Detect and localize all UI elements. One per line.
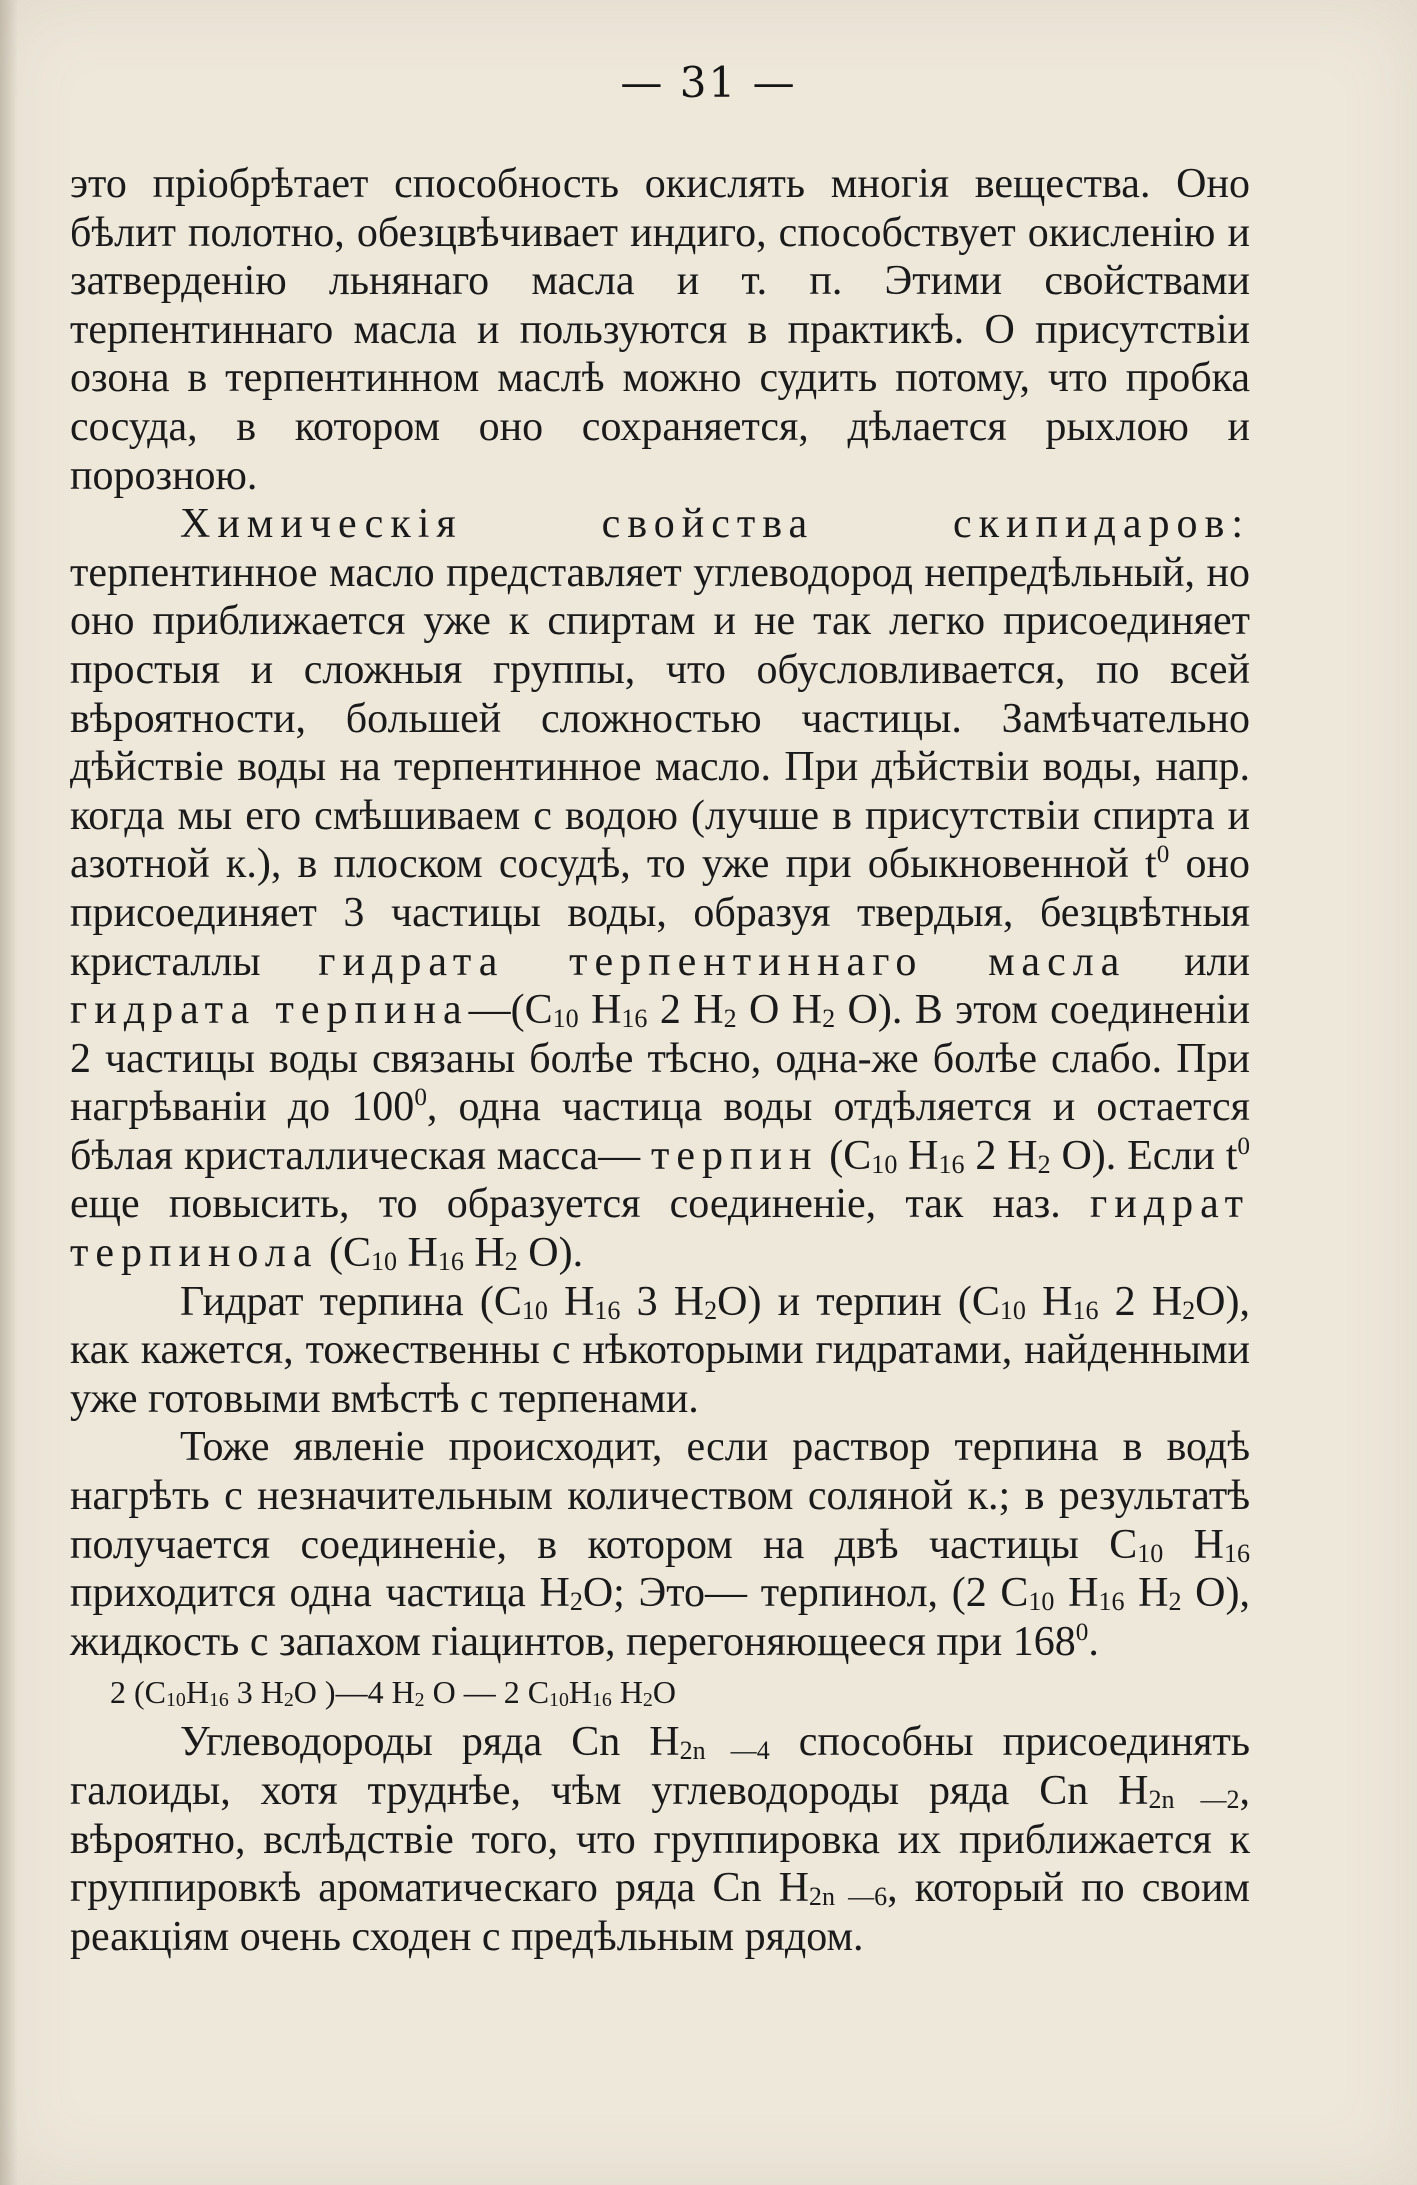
page-number: — 31 — <box>620 58 797 107</box>
text-run: O) и терпин (C <box>717 1278 1000 1325</box>
text-run: 2 H <box>964 1132 1038 1179</box>
subscript: 16 <box>621 1003 648 1033</box>
superscript: 0 <box>414 1084 427 1112</box>
text-run: H <box>397 1230 438 1277</box>
subscript: 2 <box>414 1689 425 1712</box>
subscript: 10 <box>1137 1538 1164 1568</box>
text-run: 2 H <box>1098 1278 1183 1325</box>
subscript: 10 <box>1028 1587 1055 1617</box>
text-run: H <box>547 1278 595 1325</box>
subscript: 16 <box>1072 1295 1099 1325</box>
text-run: 2 H <box>647 987 724 1034</box>
text-run: O), как кажется, тожественны с нѣкоторыми гидратами, найденными уже готовыми вмѣстѣ с терпенами. <box>70 1278 1250 1422</box>
paragraph-1: это пріобрѣтает способность окислять многія вещества. Оно бѣлит полотно, обезцвѣчивает индиго, способствует окисленію и затверденію льнянаго масла и т. п. Этими свойствами терпентиннаго масла и пользуются в практикѣ. О присутствіи озона в терпентинном маслѣ можно судить потому, что пробка сосуда, в котором оно сохраняется, дѣлается рыхлою и порозною. <box>70 161 1250 499</box>
spaced-term: гидрата терпина <box>70 987 469 1034</box>
subscript: 2 <box>504 1246 518 1276</box>
paragraph-2 <box>70 500 1250 1278</box>
text-run: H <box>568 1674 592 1711</box>
text-run: H <box>611 1674 643 1711</box>
paragraph-4 <box>70 1423 1250 1666</box>
text-run: (C <box>818 1132 872 1179</box>
text-run: O H <box>736 987 823 1034</box>
text-run: —(C <box>468 987 553 1034</box>
text-run: H <box>185 1674 209 1711</box>
page-edge-shadow <box>0 0 18 2185</box>
subscript: 2 <box>283 1689 294 1712</box>
subscript: 2 <box>569 1587 583 1617</box>
subscript: 2 <box>723 1003 737 1033</box>
subscript: 2n —2 <box>1148 1784 1240 1814</box>
subscript: 2n —6 <box>808 1882 888 1912</box>
spaced-term: гидрат терпинола <box>70 1181 1250 1277</box>
subscript: 2 <box>704 1295 718 1325</box>
subscript: 2n —4 <box>679 1736 770 1766</box>
text-run: , вѣроятно, вслѣдствіе того, что группировка их приближается к группировкѣ ароматическаго ряда Cn H <box>70 1768 1250 1912</box>
text-run: Тоже явленіе происходит, если раствор терпина в водѣ нагрѣть с незначительным количеством соляной к.; в результатѣ получается соединеніе, в котором на двѣ частицы C <box>70 1424 1250 1568</box>
text-run: Гидрат терпина (C <box>180 1278 522 1325</box>
subscript: 10 <box>552 1003 579 1033</box>
subscript: 10 <box>166 1689 186 1712</box>
text-run: H <box>1124 1570 1169 1617</box>
superscript: 0 <box>1075 1618 1089 1646</box>
text-run: O; Это— терпинол, (2 C <box>582 1570 1029 1617</box>
text-run: приходится одна частица H <box>70 1570 570 1617</box>
text-run: O), жидкость с запахом гіацинтов, перегоняющееся при 168 <box>70 1570 1250 1665</box>
subscript: 10 <box>871 1149 898 1179</box>
text-run: H <box>1025 1278 1073 1325</box>
text-run: Углеводороды ряда Cn H <box>180 1719 680 1766</box>
page-text <box>70 160 1250 1961</box>
text-run: еще повысить, то образуется соединеніе, так наз. <box>70 1181 1091 1228</box>
text-run: способны присоединять галоиды, хотя труднѣе, чѣм углеводороды ряда Cn H <box>70 1719 1250 1814</box>
subscript: 2 <box>1037 1149 1051 1179</box>
subscript: 10 <box>370 1246 398 1276</box>
text-run: O). Если t <box>1050 1132 1238 1179</box>
chemical-equation <box>70 1666 1250 1718</box>
spaced-term: терпин <box>651 1132 819 1179</box>
spaced-term: гидрата терпентиннаго масла <box>318 938 1127 985</box>
text-run: терпентинное масло представляет углеводород непредѣльный, но оно приближается уже к спиртам и не так легко присоединяет простыя и сложныя группы, что обусловливается, по всей вѣроятности, большей сложностью частицы. Замѣчательно дѣйствіе воды на терпентинное масло. При дѣйствіи воды, напр. когда мы его смѣшиваем с водою (лучше в присутствіи спирта и азотной к.), в плоском сосудѣ, то уже при обыкновенной t <box>70 549 1250 888</box>
subscript: 16 <box>208 1689 229 1712</box>
text-run: O). <box>517 1230 584 1277</box>
text-run: H <box>578 987 622 1034</box>
subscript: 2 <box>1168 1587 1182 1617</box>
text-run: (C <box>318 1230 371 1277</box>
subscript: 16 <box>591 1689 612 1712</box>
subscript: 2 <box>1182 1295 1196 1325</box>
text-run: , одна частица воды отдѣляется и остается бѣлая кристаллическая масса— <box>70 1084 1250 1179</box>
subscript: 2 <box>822 1003 836 1033</box>
spaced-term: Химическія свойства скипидаров: <box>180 501 1250 548</box>
text-run: оно присоединяет 3 частицы воды, образуя твердыя, безцвѣтныя кристаллы <box>70 841 1250 985</box>
paragraph-3 <box>70 1278 1250 1424</box>
text-run: O <box>652 1674 676 1711</box>
text-run: , который по своим реакціям очень сходен с предѣльным рядом. <box>70 1865 1250 1960</box>
text-run: O — 2 C <box>424 1674 550 1711</box>
subscript: 16 <box>594 1295 621 1325</box>
subscript: 16 <box>1098 1587 1125 1617</box>
text-run: O). В этом соединеніи 2 частицы воды связаны болѣе тѣсно, одна-же болѣе слабо. При нагрѣваніи до 100 <box>70 987 1251 1131</box>
superscript: 0 <box>1156 841 1170 869</box>
subscript: 2 <box>642 1689 653 1712</box>
text-run: 3 H <box>620 1278 705 1325</box>
subscript: 10 <box>521 1295 548 1325</box>
subscript: 10 <box>999 1295 1026 1325</box>
subscript: 16 <box>938 1149 965 1179</box>
subscript: 16 <box>437 1246 464 1276</box>
text-run: . <box>1088 1618 1099 1665</box>
text-run: H <box>1054 1570 1099 1617</box>
subscript: 16 <box>1223 1538 1250 1568</box>
text-run: H <box>463 1230 505 1277</box>
text-run: O )—4 H <box>293 1674 415 1711</box>
text-run: H <box>897 1132 939 1179</box>
text-run: или <box>1126 938 1250 985</box>
paragraph-5 <box>70 1718 1250 1961</box>
text-run: 2 (C <box>110 1674 166 1711</box>
superscript: 0 <box>1237 1132 1250 1160</box>
text-run: 3 H <box>228 1674 284 1711</box>
text-run: H <box>1163 1521 1224 1568</box>
subscript: 10 <box>549 1689 569 1712</box>
